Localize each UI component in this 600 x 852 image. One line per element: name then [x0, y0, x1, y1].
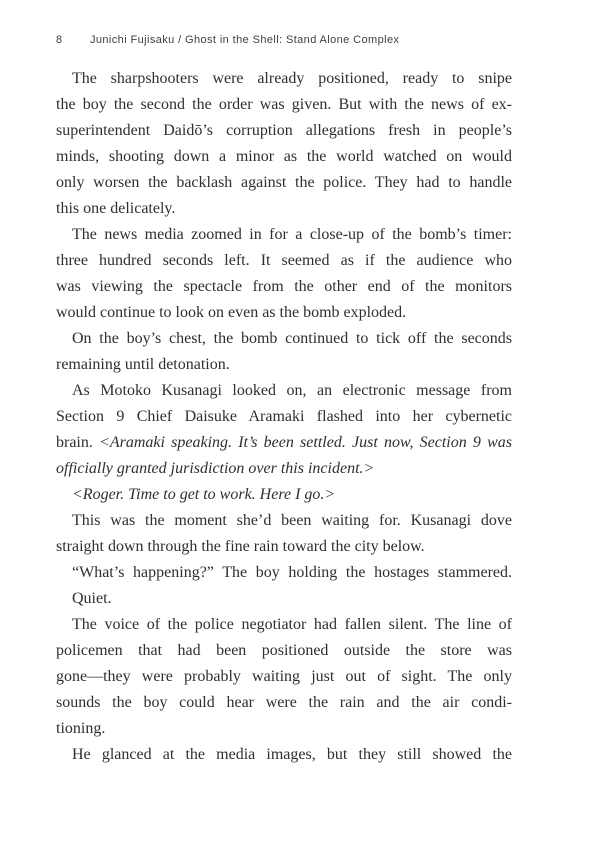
- text-segment: This was the moment she’d been waiting for. Kusanagi dove: [72, 512, 512, 529]
- page-number: 8: [56, 34, 63, 46]
- text-line: [56, 456, 512, 482]
- text-segment: tioning.: [56, 720, 106, 737]
- text-segment: Section 9 Chief Daisuke Aramaki flashed into her cybernetic: [56, 408, 512, 425]
- text-segment: sounds the boy could hear were the rain and the air condi-: [56, 694, 512, 711]
- text-segment: was viewing the spectacle from the other end of the monitors: [56, 278, 512, 295]
- text-line: [56, 352, 512, 378]
- text-line: [56, 144, 512, 170]
- body-text: [56, 66, 512, 768]
- text-line: [56, 274, 512, 300]
- text-line: [56, 66, 512, 92]
- page-header: [56, 33, 512, 47]
- text-segment: superintendent Daidō’s corruption allegations fresh in people’s: [56, 122, 512, 139]
- text-segment: “What’s happening?” The boy holding the hostages stammered.: [72, 564, 512, 581]
- text-segment: this one delicately.: [56, 200, 176, 217]
- text-segment: The voice of the police negotiator had fallen silent. The line of: [72, 616, 512, 633]
- text-segment: The news media zoomed in for a close-up of the bomb’s timer:: [72, 226, 512, 243]
- text-segment: only worsen the backlash against the police. They had to handle: [56, 174, 512, 191]
- text-segment: three hundred seconds left. It seemed as if the audience who: [56, 252, 512, 269]
- text-segment: the boy the second the order was given. But with the news of ex-: [56, 96, 512, 113]
- text-segment: As Motoko Kusanagi looked on, an electronic message from: [72, 382, 512, 399]
- text-segment: <Aramaki speaking. It’s been settled. Just now, Section 9 was: [99, 434, 512, 451]
- text-line: [56, 690, 512, 716]
- text-line: [56, 482, 512, 508]
- text-line: [56, 378, 512, 404]
- text-line: [56, 638, 512, 664]
- text-line: [56, 248, 512, 274]
- text-line: [56, 404, 512, 430]
- text-segment: gone—they were probably waiting just out of sight. The only: [56, 668, 512, 685]
- text-line: [56, 508, 512, 534]
- text-segment: policemen that had been positioned outside the store was: [56, 642, 512, 659]
- text-line: [56, 430, 512, 456]
- text-line: [56, 326, 512, 352]
- text-segment: minds, shooting down a minor as the world watched on would: [56, 148, 512, 165]
- text-segment: would continue to look on even as the bomb exploded.: [56, 304, 407, 321]
- text-line: [56, 586, 512, 612]
- running-title: Junichi Fujisaku / Ghost in the Shell: Stand Alone Complex: [90, 34, 400, 46]
- text-segment: He glanced at the media images, but they still showed the: [72, 746, 512, 763]
- text-segment: Quiet.: [72, 590, 112, 607]
- text-segment: On the boy’s chest, the bomb continued to tick off the seconds: [72, 330, 512, 347]
- text-segment: straight down through the fine rain toward the city below.: [56, 538, 425, 555]
- text-segment: brain.: [56, 434, 100, 451]
- text-line: [56, 118, 512, 144]
- text-line: [56, 92, 512, 118]
- text-line: [56, 170, 512, 196]
- text-line: [56, 716, 512, 742]
- text-line: [56, 534, 512, 560]
- text-segment: officially granted jurisdiction over this incident.>: [56, 460, 375, 477]
- text-line: [56, 222, 512, 248]
- text-line: [56, 664, 512, 690]
- text-line: [56, 742, 512, 768]
- text-segment: <Roger. Time to get to work. Here I go.>: [72, 486, 336, 503]
- text-line: [56, 612, 512, 638]
- text-line: [56, 560, 512, 586]
- text-line: [56, 300, 512, 326]
- text-line: [56, 196, 512, 222]
- text-segment: remaining until detonation.: [56, 356, 230, 373]
- text-segment: The sharpshooters were already positioned, ready to snipe: [72, 70, 512, 87]
